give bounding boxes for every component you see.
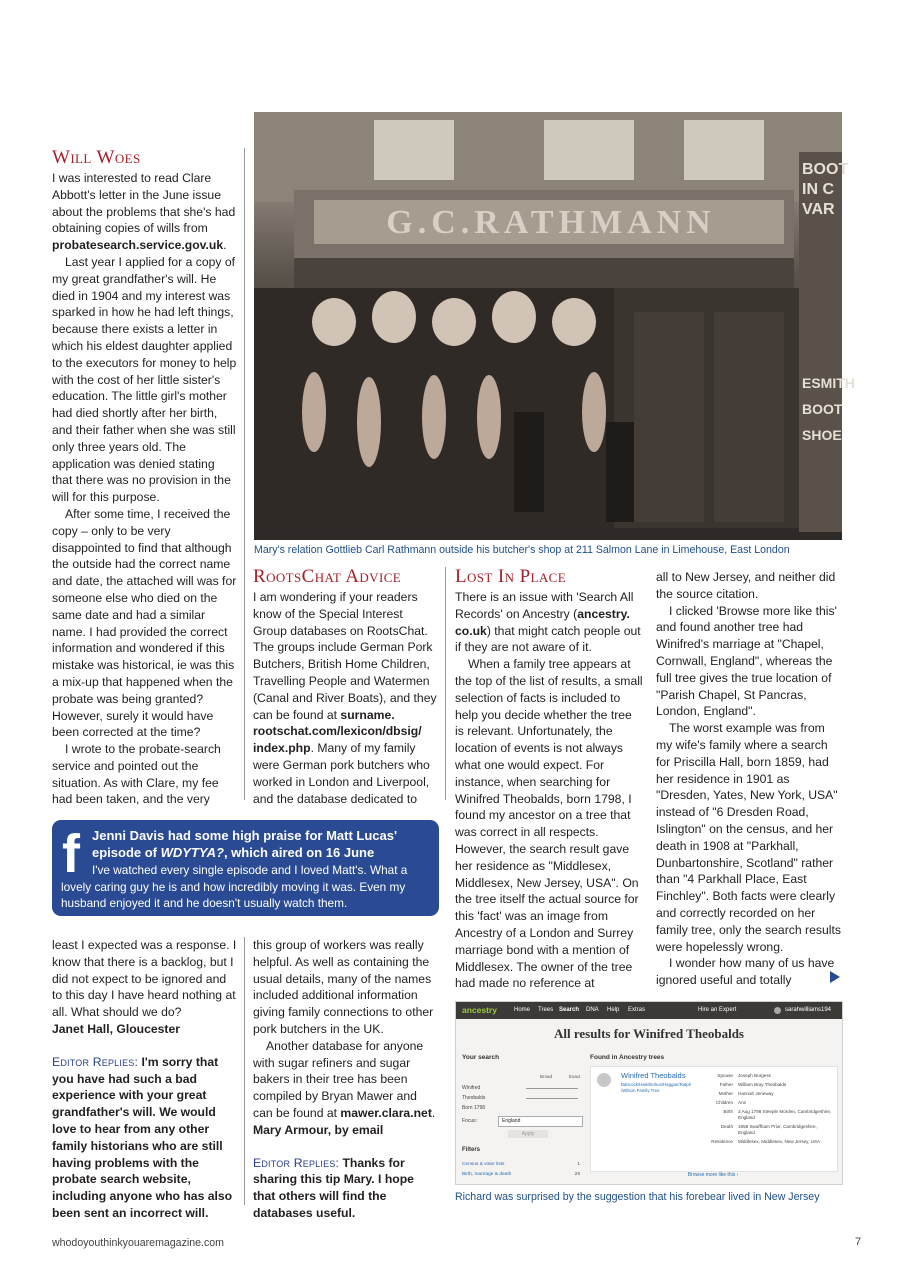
nav-home[interactable]: Home — [514, 1007, 531, 1013]
search-field-born[interactable]: Born 1798 — [462, 1105, 486, 1111]
screenshot-caption: Richard was surprised by the suggestion that his forebear lived in New Jersey — [455, 1191, 820, 1203]
rootschat-paragraph-1: I am wondering if your readers know of the Special Interest Group databases on RootsChat. The groups include German Pork Butchers, British Home Children, Travelling People and Watermen (Canal and River Boats), and they can be found at surname. rootschat.com/lexicon/dbsig/ index.php. Many of my family were German pork butchers who worked in London and Liverpool, and the database dedicated to — [253, 590, 437, 806]
browse-more-link[interactable]: Browse more like this › — [687, 1172, 739, 1178]
lost-in-place-paragraph-1: There is an issue with 'Search All Records' on Ancestry (ancestry. co.uk) that might catch people out if they are not aware of it. — [455, 590, 641, 655]
hire-expert-link[interactable]: Hire an Expert — [698, 1007, 737, 1013]
column-divider — [445, 567, 446, 800]
rootschat-paragraph-2: this group of workers was really helpful. As well as containing the usual details, many of the names included additional information giving family connections to other pork butchers in the UK. — [253, 938, 434, 1036]
focus-select[interactable]: England — [498, 1116, 583, 1127]
lost-in-place-heading: Lost In Place — [455, 566, 567, 587]
fact-spouse: Spouse Joseph Burgess — [717, 1073, 771, 1078]
fact-children: Children Ann — [715, 1100, 747, 1105]
fact-mother: Mother Hannah Jeneway — [718, 1091, 774, 1096]
will-woes-top — [52, 148, 238, 808]
lost-in-place-paragraph-6: I wonder how many of us have ignored useful and totally — [656, 956, 835, 988]
broad-label: Broad — [540, 1074, 553, 1079]
person-avatar-icon — [597, 1073, 611, 1087]
continue-arrow-icon — [830, 971, 840, 983]
rootschat-top — [253, 567, 439, 807]
will-woes-paragraph-3: After some time, I received the copy – only to be very disappointed to find that although the outside had the correct name and date, the attached will was for someone else who died on the same date and had a similar name. I had provided the correct information and wondered if this mistake was historical, ie was this a mix-up that happened when the probate was being granted? However, surely it would have been corrected at the time? — [52, 506, 237, 740]
exact-label: Exact — [569, 1074, 581, 1079]
ancestry-navbar — [456, 1002, 842, 1019]
will-woes-paragraph-2: Last year I applied for a copy of my great grandfather's will. He died in 1904 and my interest was sparked in how he had left things, because there exists a letter in which his eldest daughter applied to the executors for money to help with the cost of her little sister's education. The little girl's mother had died shortly after her birth, and their father when she was still only three years old. The application was denied stating that there was no provision in the will for this purpose. — [52, 254, 237, 505]
mawer-link[interactable]: mawer.clara.net — [340, 1105, 432, 1120]
filters-label: Filters — [462, 1147, 481, 1153]
rootschat-signature: Mary Armour, by email — [253, 1122, 384, 1137]
filter-item[interactable]: Birth, marriage & death 29 — [462, 1172, 580, 1177]
nav-dna[interactable]: DNA — [586, 1007, 599, 1013]
person-tree[interactable]: Babcock/Hale/Bohus/Haggan/Ralph /Wilson Family Tree — [621, 1082, 692, 1093]
footer-url[interactable]: whodoyouthinkyouaremagazine.com — [52, 1237, 224, 1249]
will-woes-paragraph-1: I was interested to read Clare Abbott's letter in the June issue about the problems that she's had obtaining copies of wills from probatesearch.service.gov.uk. — [52, 171, 236, 253]
facebook-body: I've watched every single episode and I loved Matt's. What a lovely caring guy he is and how incredibly moving it was. Even my husband enjoyed it and he doesn't usually watch them. — [61, 863, 408, 910]
will-woes-heading: Will Woes — [52, 147, 141, 168]
rootschat-paragraph-3: Another database for anyone with sugar refiners and sugar bakers in their tree has been compiled by Bryan Mawer and can be found at mawer.clara.net. — [253, 1038, 436, 1120]
nav-search[interactable]: Search — [559, 1007, 580, 1013]
result-card[interactable] — [590, 1066, 838, 1172]
facebook-comment-box — [52, 820, 439, 916]
ancestry-screenshot — [455, 1001, 843, 1185]
lost-in-place-paragraph-3: all to New Jersey, and neither did the source citation. — [656, 570, 836, 601]
fact-death: Death 1858 Swaffham Prior, Cambridgeshire, England — [720, 1124, 817, 1135]
column-divider — [244, 148, 245, 800]
facebook-icon: f — [62, 824, 80, 884]
photo-caption: Mary's relation Gottlieb Carl Rathmann outside his butcher's shop at 211 Salmon Lane in Limehouse, East London — [254, 544, 790, 556]
rootschat-link[interactable]: surname. rootschat.com/lexicon/dbsig/ index.php — [253, 707, 422, 756]
probate-link[interactable]: probatesearch.service.gov.uk — [52, 238, 224, 253]
search-field-first[interactable]: Winifred — [462, 1085, 481, 1091]
shop-sign: G.C.RATHMANN — [386, 204, 716, 241]
avatar[interactable] — [774, 1007, 781, 1014]
butcher-shop-illustration — [254, 112, 855, 540]
facebook-heading: Jenni Davis had some high praise for Matt Lucas' episode of WDYTYA?, which aired on 16 June — [92, 828, 398, 860]
slider-track[interactable] — [526, 1088, 578, 1089]
results-title: All results for Winifred Theobalds — [554, 1026, 744, 1041]
filter-item[interactable]: Census & voter lists 1 — [462, 1162, 580, 1167]
will-woes-editor-reply: Editor Replies: I'm sorry that you have had such a bad experience with your great grandfather's will. We would love to hear from any other family historians who are still having problems with the probate search website, including anyone who has also been sent an incorrect will. — [52, 1054, 233, 1220]
focus-label: Focus: — [462, 1118, 478, 1124]
slider-track[interactable] — [526, 1098, 578, 1099]
your-search-label: Your search — [462, 1054, 500, 1061]
page-number: 7 — [855, 1236, 862, 1248]
username[interactable]: sarahwilliams194 — [785, 1007, 832, 1013]
ancestry-link[interactable]: ancestry. co.uk — [455, 606, 630, 638]
column-divider — [244, 937, 245, 1205]
lost-in-place-paragraph-5: The worst example was from my wife's family where a search for Priscilla Hall, born 1859, had her residence in 1901 as "Dresden, Yates, New York, USA" instead of "6 Dresden Road, Islington" on the census, and her death in 1908 at "Parkhall, Dunbartonshire, Scotland" rather than "4 Parkhall Place, East Finchley". Both facts were clearly and correctly recorded on her family tree, only the search results were hopelessly wrong. — [656, 721, 841, 954]
lost-in-place-column — [455, 567, 643, 992]
search-field-last[interactable]: Theobalds — [462, 1095, 486, 1101]
will-woes-bottom — [52, 937, 238, 1222]
fact-residence: Residence Middlesex, Middlesex, New Jersey, USA — [711, 1139, 821, 1144]
rootschat-editor-reply: Editor Replies: Thanks for sharing this tip Mary. I hope that others will find the databases useful. — [253, 1155, 414, 1220]
rootschat-heading: RootsChat Advice — [253, 566, 402, 587]
fact-father: Father William Bray Theobalds — [719, 1082, 787, 1087]
ancestry-logo[interactable]: ancestry — [462, 1005, 497, 1015]
lost-in-place-column-2 — [656, 569, 842, 989]
rootschat-bottom — [253, 937, 439, 1222]
fact-birth: Birth 3 Aug 1798 Steeple Morden, Cambridgeshire, England — [723, 1109, 832, 1120]
will-woes-signature: Janet Hall, Gloucester — [52, 1021, 181, 1036]
will-woes-paragraph-4: I wrote to the probate-search service and pointed out the situation. As with Clare, my fee had been taken, and the very — [52, 742, 221, 807]
nav-extras[interactable]: Extras — [628, 1007, 646, 1013]
butcher-shop-photo — [254, 112, 855, 540]
apply-button[interactable]: Apply — [508, 1130, 548, 1138]
nav-help[interactable]: Help — [607, 1007, 620, 1013]
side-sign-bottom: ESMITH BOOT SHOE — [802, 375, 855, 443]
lost-in-place-paragraph-2: When a family tree appears at the top of the list of results, a small selection of facts is included to help you decide whether the tree is relevant. Unfortunately, the location of events is not always what one would expect. For instance, when searching for Winifred Theobalds, born 1798, I found my ancestor on a tree that was correct in all respects. However, the search result gave her residence as "Middlesex, Middlesex, New Jersey, USA". On the tree itself the actual source for this 'fact' was an image from Ancestry of a London and Surrey marriage bond with a mention of Middlesex. The owner of the tree had made no reference at — [455, 657, 643, 991]
lost-in-place-paragraph-4: I clicked 'Browse more like this' and found another tree had Winifred's marriage at "Chapel, Cornwall, England", whereas the full tree gives the true location of "Parish Chapel, St Pancras, London, England". — [656, 603, 837, 719]
found-in-label: Found in Ancestry trees — [590, 1054, 665, 1061]
nav-trees[interactable]: Trees — [538, 1007, 554, 1013]
person-name[interactable]: Winifred Theobalds — [621, 1071, 686, 1080]
side-sign-top: BOOT IN C VAR — [802, 161, 849, 218]
will-woes-paragraph-5: least I expected was a response. I know that there is a backlog, but I did not expect to be ignored and to this day I have heard nothing at all. What should we do? — [52, 938, 237, 1020]
